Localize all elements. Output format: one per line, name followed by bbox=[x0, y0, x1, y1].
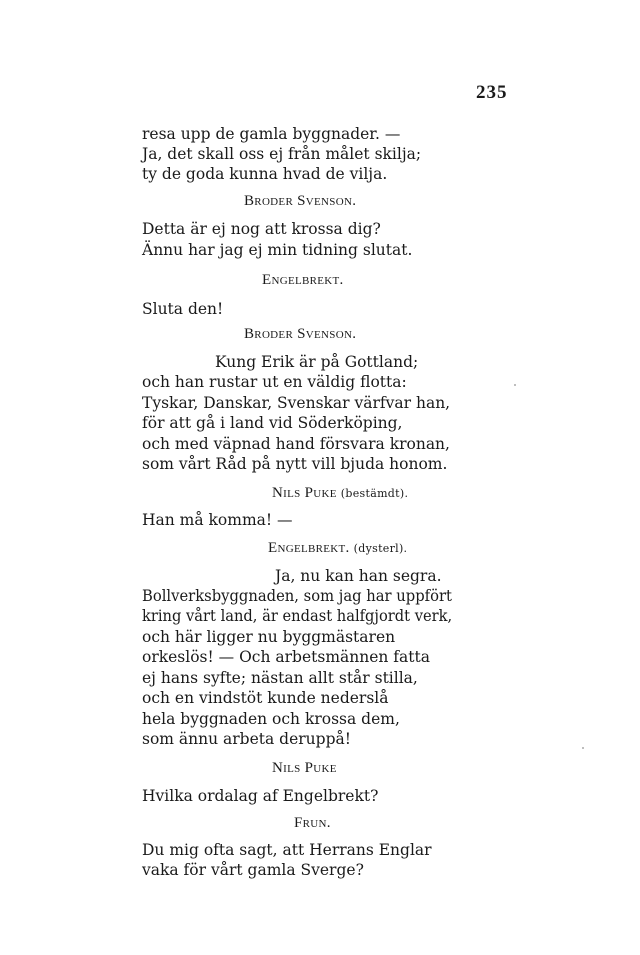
speaker-name: Nils Puke bbox=[272, 485, 337, 501]
verse-line: ty de goda kunna hvad de vilja. bbox=[142, 165, 388, 183]
verse-line: Sluta den! bbox=[142, 300, 224, 318]
stage-direction: (dysterl). bbox=[353, 542, 408, 555]
speaker-frun: Frun. bbox=[294, 815, 331, 831]
speaker-engelbrekt bbox=[268, 540, 407, 557]
verse-line: hela byggnaden och krossa dem, bbox=[142, 710, 400, 728]
verse-line: och en vindstöt kunde nederslå bbox=[142, 689, 389, 707]
verse-line: kring vårt land, är endast halfgjordt verk, bbox=[142, 607, 453, 625]
verse-line: Ännu har jag ej min tidning slutat. bbox=[142, 241, 413, 259]
verse-line: och här ligger nu byggmästaren bbox=[142, 628, 396, 646]
speaker-nils-puke bbox=[272, 485, 408, 502]
verse-line: Du mig ofta sagt, att Herrans Englar bbox=[142, 841, 432, 859]
verse-line: Ja, nu kan han segra. bbox=[275, 567, 442, 585]
verse-line: ej hans syfte; nästan allt står stilla, bbox=[142, 669, 418, 687]
verse-line: Han må komma! — bbox=[142, 511, 293, 529]
print-speck bbox=[582, 747, 584, 749]
verse-line: som vårt Råd på nytt vill bjuda honom. bbox=[142, 455, 448, 473]
page-number: 235 bbox=[476, 82, 508, 103]
speaker-broder-svenson: Broder Svenson. bbox=[244, 326, 357, 342]
verse-line: som ännu arbeta deruppå! bbox=[142, 730, 351, 748]
speaker-broder-svenson: Broder Svenson. bbox=[244, 193, 357, 209]
speaker-name: Engelbrekt. bbox=[268, 540, 350, 556]
verse-line: och med väpnad hand försvara kronan, bbox=[142, 435, 450, 453]
verse-line: Kung Erik är på Gottland; bbox=[215, 353, 419, 371]
stage-direction: (bestämdt). bbox=[340, 487, 409, 500]
verse-line: Tyskar, Danskar, Svenskar värfvar han, bbox=[142, 394, 451, 412]
verse-line: och han rustar ut en väldig flotta: bbox=[142, 373, 407, 391]
speaker-engelbrekt: Engelbrekt. bbox=[262, 272, 344, 288]
verse-line: Detta är ej nog att krossa dig? bbox=[142, 220, 381, 238]
verse-line: Hvilka ordalag af Engelbrekt? bbox=[142, 787, 379, 805]
verse-line: Ja, det skall oss ej från målet skilja; bbox=[142, 145, 422, 163]
verse-line: för att gå i land vid Söderköping, bbox=[142, 414, 403, 432]
verse-line: orkeslös! — Och arbetsmännen fatta bbox=[142, 648, 430, 666]
verse-line: resa upp de gamla byggnader. — bbox=[142, 125, 401, 143]
verse-line: vaka för vårt gamla Sverge? bbox=[142, 861, 364, 879]
speaker-nils-puke: Nils Puke bbox=[272, 760, 337, 776]
verse-line: Bollverksbyggnaden, som jag har uppfört bbox=[142, 587, 452, 605]
print-speck bbox=[514, 384, 516, 386]
